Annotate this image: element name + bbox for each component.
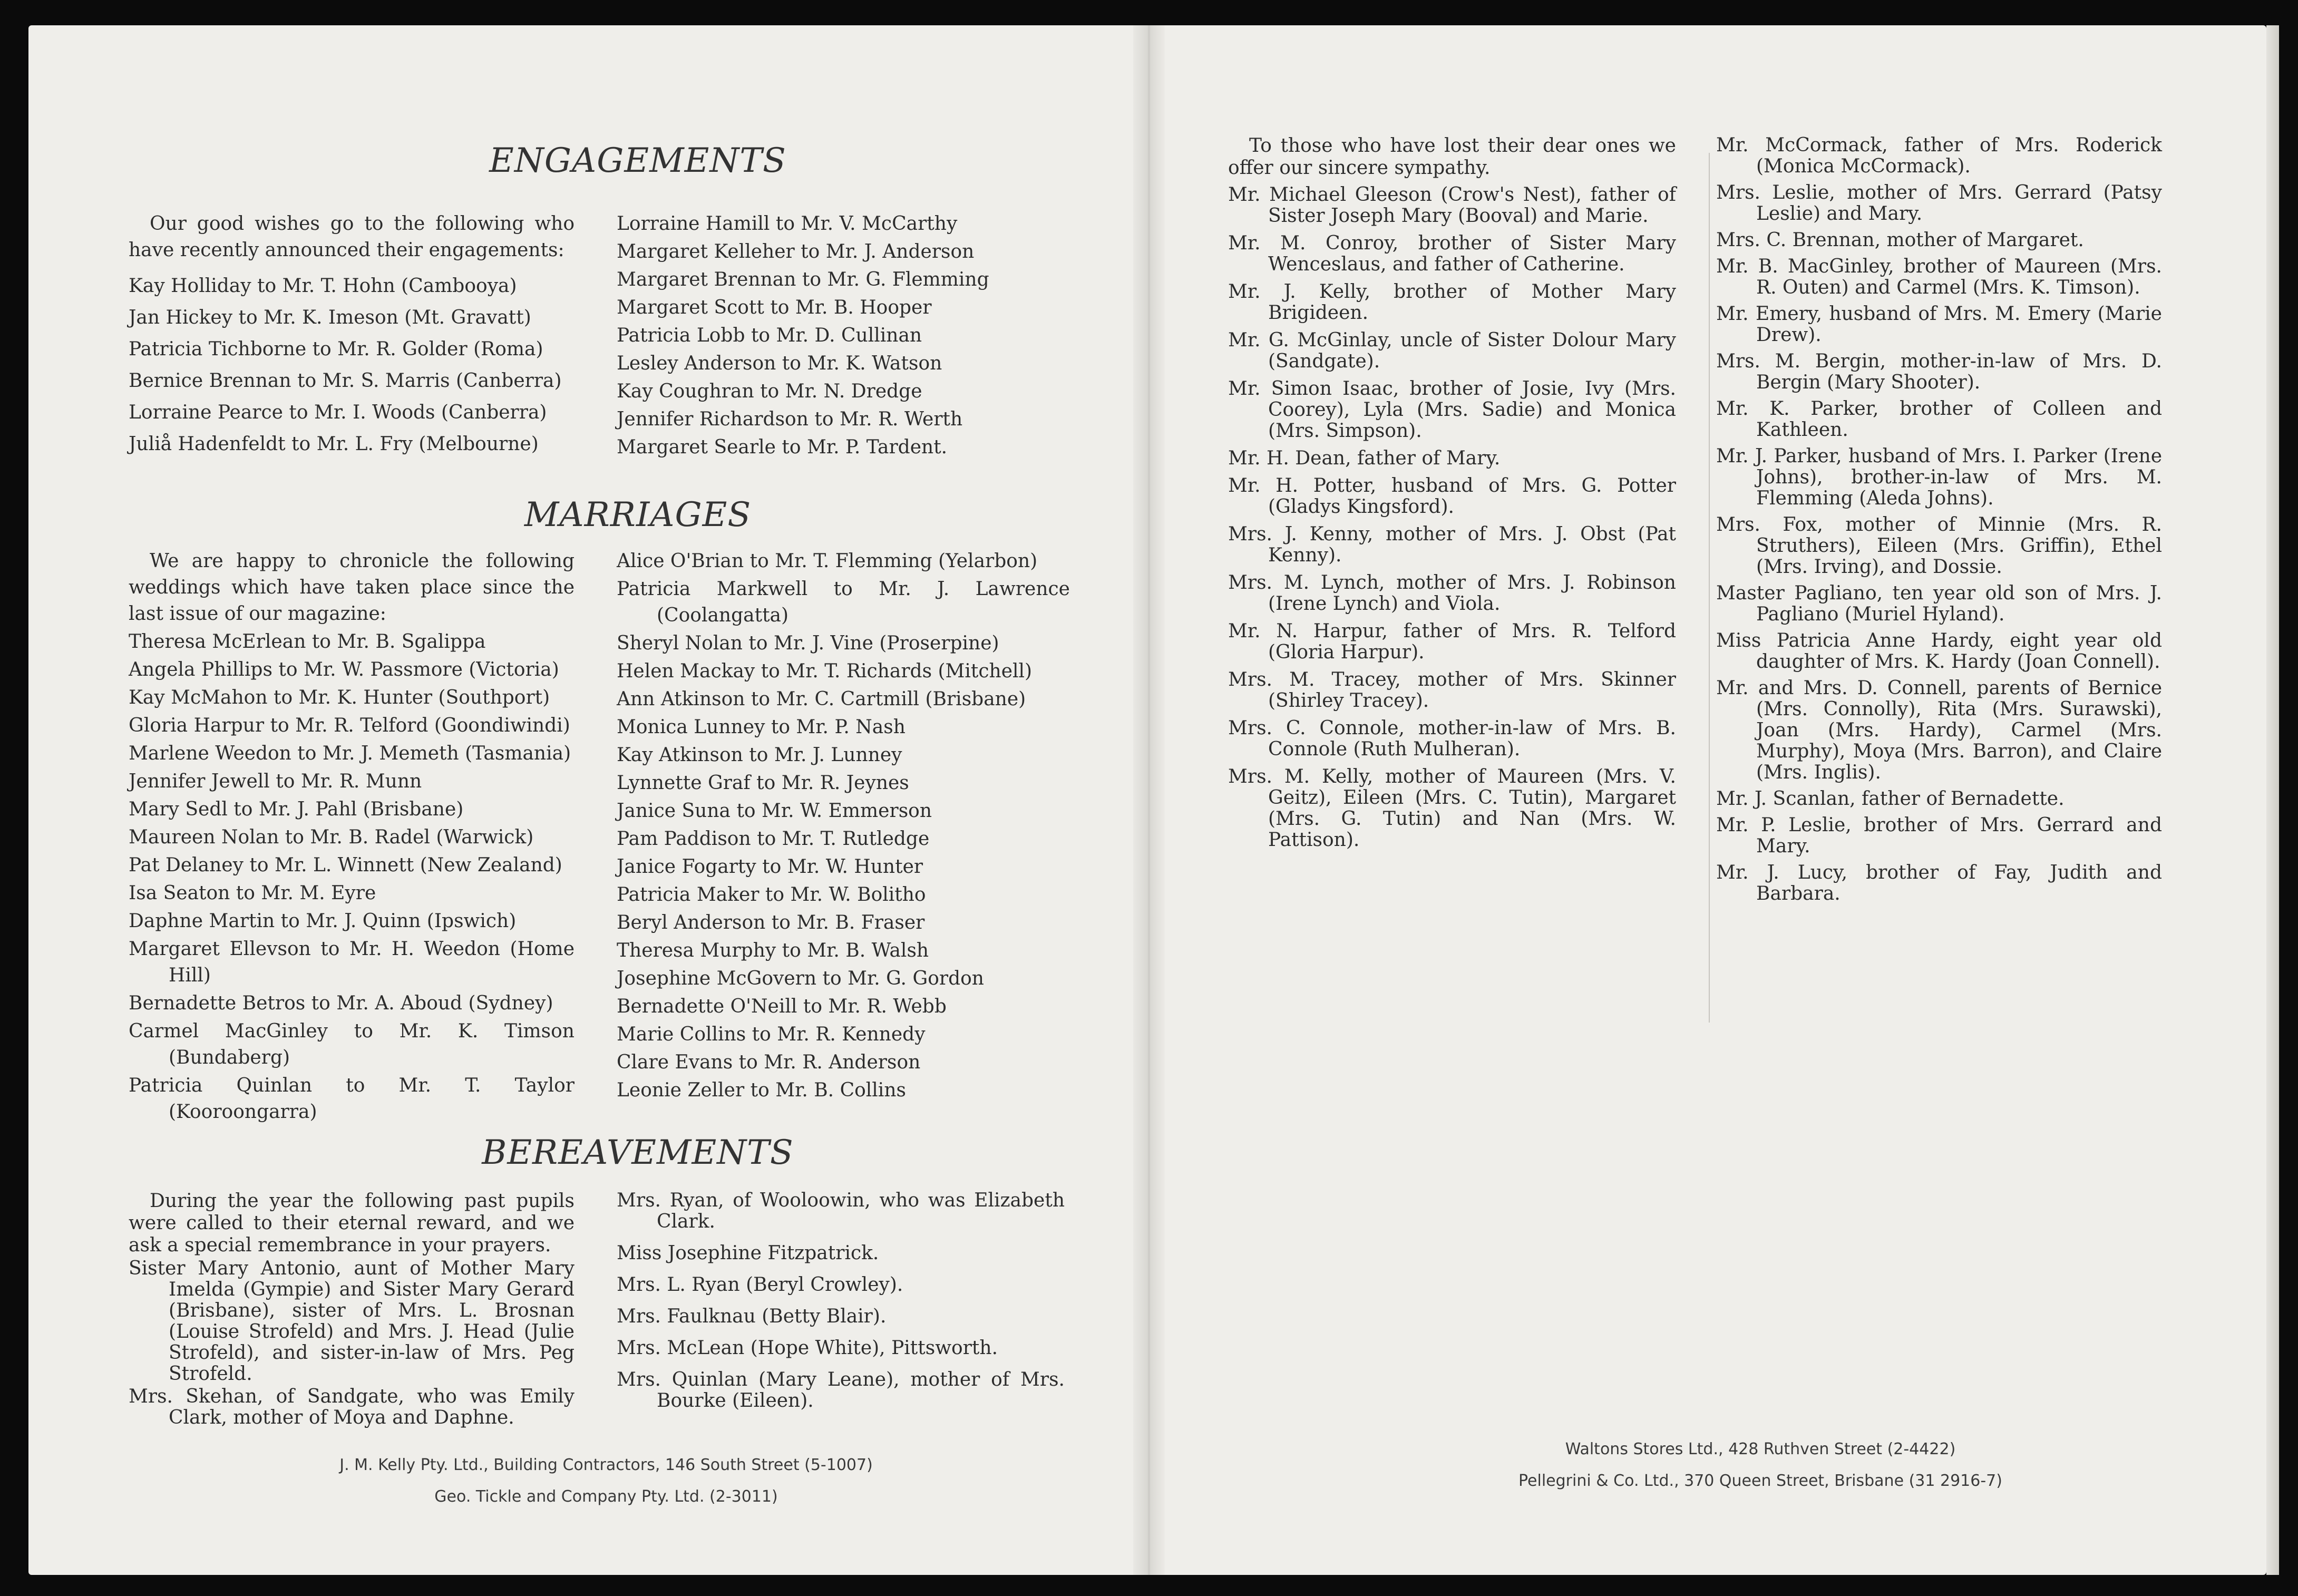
marriages-col-1 (129, 548, 574, 1127)
list-item: Mrs. Quinlan (Mary Leane), mother of Mrs. Bourke (Eileen). (617, 1369, 1065, 1412)
list-item: Mrs. L. Ryan (Beryl Crowley). (617, 1274, 903, 1296)
list-item: Gloria Harpur to Mr. R. Telford (Goondiwindi) (129, 715, 570, 736)
list-item: Mrs. C. Connole, mother-in-law of Mrs. B. Connole (Ruth Mulheran). (1228, 717, 1676, 760)
marriages-list-2 (617, 548, 1070, 1104)
list-item: Ann Atkinson to Mr. C. Cartmill (Brisbane) (617, 688, 1026, 710)
list-item: Patricia Markwell to Mr. J. Lawrence (Coolangatta) (617, 578, 1070, 626)
list-item: Kay Atkinson to Mr. J. Lunney (617, 744, 902, 766)
bereavements-list-1 (129, 1258, 574, 1428)
list-item: Bernadette Betros to Mr. A. Aboud (Sydney) (129, 992, 553, 1014)
bereavements-col-1 (129, 1190, 574, 1430)
list-item: Mr. Michael Gleeson (Crow's Nest), father of Sister Joseph Mary (Booval) and Marie. (1228, 184, 1676, 227)
engagements-intro: Our good wishes go to the following who have recently announced their engagements: (129, 213, 574, 261)
list-item: Mr. G. McGinlay, uncle of Sister Dolour Mary (Sandgate). (1228, 329, 1676, 372)
list-item: Carmel MacGinley to Mr. K. Timson (Bundaberg) (129, 1020, 574, 1068)
list-item: Daphne Martin to Mr. J. Quinn (Ipswich) (129, 910, 517, 932)
list-item: Janice Fogarty to Mr. W. Hunter (617, 856, 923, 878)
sympathy-col-2 (1716, 135, 2162, 910)
list-item: Kay Holliday to Mr. T. Hohn (Cambooya) (129, 275, 517, 297)
book-gutter (1133, 25, 1165, 1575)
list-item: Mr. J. Parker, husband of Mrs. I. Parker (Irene Johns), brother-in-law of Mrs. M. Flemming (Aleda Johns). (1716, 445, 2162, 509)
list-item: Mr. P. Leslie, brother of Mrs. Gerrard and Mary. (1716, 814, 2162, 857)
list-item: Pam Paddison to Mr. T. Rutledge (617, 828, 930, 850)
list-item: Mrs. J. Kenny, mother of Mrs. J. Obst (Pat Kenny). (1228, 523, 1676, 566)
column-rule (1709, 153, 1710, 1023)
right-footer-line-1: Waltons Stores Ltd., 428 Ruthven Street (2-4422) (1565, 1440, 1956, 1458)
list-item: Kay Coughran to Mr. N. Dredge (617, 381, 922, 402)
list-item: Mrs. C. Brennan, mother of Margaret. (1716, 229, 2084, 251)
list-item: Patricia Tichborne to Mr. R. Golder (Roma) (129, 338, 543, 360)
list-item: Miss Josephine Fitzpatrick. (617, 1242, 879, 1264)
list-item: Patricia Quinlan to Mr. T. Taylor (Kooroongarra) (129, 1075, 574, 1123)
list-item: Sister Mary Antonio, aunt of Mother Mary Imelda (Gympie) and Sister Mary Gerard (Brisbane), sister of Mrs. L. Brosnan (Louise Strofeld) and Mrs. J. Head (Julie Strofeld), and sister-in-law of Mrs. Peg Strofeld. (129, 1258, 574, 1385)
list-item: Mr. McCormack, father of Mrs. Roderick (Monica McCormack). (1716, 134, 2162, 177)
list-item: Jennifer Richardson to Mr. R. Werth (617, 408, 963, 430)
bereavements-list-2 (617, 1190, 1065, 1412)
list-item: Margaret Kelleher to Mr. J. Anderson (617, 241, 975, 262)
list-item: Jan Hickey to Mr. K. Imeson (Mt. Gravatt) (129, 307, 531, 328)
list-item: Helen Mackay to Mr. T. Richards (Mitchell) (617, 660, 1033, 682)
sympathy-list-1 (1228, 184, 1676, 851)
list-item: Patricia Maker to Mr. W. Bolitho (617, 884, 926, 906)
list-item: Mrs. M. Bergin, mother-in-law of Mrs. D. Bergin (Mary Shooter). (1716, 351, 2162, 393)
list-item: Margaret Searle to Mr. P. Tardent. (617, 436, 948, 458)
list-item: Kay McMahon to Mr. K. Hunter (Southport) (129, 687, 550, 708)
list-item: Margaret Scott to Mr. B. Hooper (617, 297, 932, 318)
list-item: Josephine McGovern to Mr. G. Gordon (617, 968, 984, 989)
list-item: Mrs. M. Tracey, mother of Mrs. Skinner (Shirley Tracey). (1228, 669, 1676, 712)
bereavements-heading: BEREAVEMENTS (482, 1133, 794, 1172)
list-item: Mrs. M. Kelly, mother of Maureen (Mrs. V. Geitz), Eileen (Mrs. C. Tutin), Margaret (Mrs. G. Tutin) and Nan (Mrs. W. Pattison). (1228, 766, 1676, 851)
list-item: Juliå Hadenfeldt to Mr. L. Fry (Melbourne) (129, 433, 539, 455)
list-item: Mr. H. Potter, husband of Mrs. G. Potter (Gladys Kingsford). (1228, 475, 1676, 518)
list-item: Mr. and Mrs. D. Connell, parents of Bernice (Mrs. Connolly), Rita (Mrs. Surawski), Joan (Mrs. Hardy), Carmel (Mrs. Murphy), Moya (Mrs. Barron), and Claire (Mrs. Inglis). (1716, 677, 2162, 783)
page-edge (2266, 25, 2279, 1575)
list-item: Lorraine Hamill to Mr. V. McCarthy (617, 213, 958, 235)
list-item: Mr. J. Lucy, brother of Fay, Judith and Barbara. (1716, 862, 2162, 904)
list-item: Mr. Simon Isaac, brother of Josie, Ivy (Mrs. Coorey), Lyla (Mrs. Sadie) and Monica (Mrs. Simpson). (1228, 378, 1676, 442)
engagements-list-1 (129, 273, 574, 458)
right-footer-line-2: Pellegrini & Co. Ltd., 370 Queen Street, Brisbane (31 2916-7) (1518, 1472, 2002, 1490)
engagements-col-2 (617, 211, 1070, 462)
list-item: Janice Suna to Mr. W. Emmerson (617, 800, 932, 822)
list-item: Mrs. M. Lynch, mother of Mrs. J. Robinson (Irene Lynch) and Viola. (1228, 572, 1676, 615)
left-footer-line-1: J. M. Kelly Pty. Ltd., Building Contractors, 146 South Street (5-1007) (339, 1456, 873, 1474)
list-item: Sheryl Nolan to Mr. J. Vine (Proserpine) (617, 632, 999, 654)
list-item: Mary Sedl to Mr. J. Pahl (Brisbane) (129, 799, 464, 820)
list-item: Patricia Lobb to Mr. D. Cullinan (617, 325, 922, 346)
bereavements-col-2 (617, 1190, 1065, 1422)
sympathy-list-2 (1716, 135, 2162, 904)
list-item: Bernice Brennan to Mr. S. Marris (Canberra) (129, 370, 562, 392)
list-item: Mr. K. Parker, brother of Colleen and Kathleen. (1716, 398, 2162, 441)
engagements-list-2 (617, 211, 1070, 461)
list-item: Isa Seaton to Mr. M. Eyre (129, 882, 376, 904)
sympathy-col-1 (1228, 135, 1676, 857)
right-footer (1349, 1434, 2172, 1497)
marriages-intro: We are happy to chronicle the following weddings which have taken place since the last issue of our magazine: (129, 550, 574, 625)
list-item: Alice O'Brian to Mr. T. Flemming (Yelarbon) (617, 550, 1038, 572)
left-footer-line-2: Geo. Tickle and Company Pty. Ltd. (2-3011) (434, 1487, 778, 1506)
sympathy-intro: To those who have lost their dear ones we offer our sincere sympathy. (1228, 135, 1676, 179)
list-item: Monica Lunney to Mr. P. Nash (617, 716, 905, 738)
list-item: Jennifer Jewell to Mr. R. Munn (129, 771, 422, 792)
list-item: Mrs. Skehan, of Sandgate, who was Emily Clark, mother of Moya and Daphne. (129, 1386, 574, 1428)
list-item: Marlene Weedon to Mr. J. Memeth (Tasmania) (129, 743, 571, 764)
list-item: Leonie Zeller to Mr. B. Collins (617, 1079, 906, 1101)
engagements-heading: ENGAGEMENTS (489, 141, 786, 180)
list-item: Master Pagliano, ten year old son of Mrs. J. Pagliano (Muriel Hyland). (1716, 582, 2162, 625)
marriages-list-1 (129, 629, 574, 1125)
list-item: Mr. J. Kelly, brother of Mother Mary Brigideen. (1228, 281, 1676, 324)
left-footer (111, 1449, 1102, 1513)
list-item: Angela Phillips to Mr. W. Passmore (Victoria) (129, 659, 559, 680)
bereavements-intro: During the year the following past pupils were called to their eternal reward, and we ask a special remembrance in your prayers. (129, 1190, 574, 1256)
list-item: Lorraine Pearce to Mr. I. Woods (Canberra) (129, 402, 547, 423)
list-item: Mr. Emery, husband of Mrs. M. Emery (Marie Drew). (1716, 303, 2162, 346)
list-item: Mr. J. Scanlan, father of Bernadette. (1716, 788, 2065, 810)
list-item: Lynnette Graf to Mr. R. Jeynes (617, 772, 909, 794)
engagements-col-1 (129, 211, 574, 463)
list-item: Margaret Ellevson to Mr. H. Weedon (Home Hill) (129, 938, 574, 986)
list-item: Theresa McErlean to Mr. B. Sgalippa (129, 631, 486, 653)
list-item: Beryl Anderson to Mr. B. Fraser (617, 912, 925, 933)
list-item: Pat Delaney to Mr. L. Winnett (New Zealand) (129, 854, 562, 876)
list-item: Mrs. Faulknau (Betty Blair). (617, 1306, 887, 1327)
list-item: Margaret Brennan to Mr. G. Flemming (617, 269, 989, 290)
list-item: Clare Evans to Mr. R. Anderson (617, 1052, 921, 1073)
list-item: Maureen Nolan to Mr. B. Radel (Warwick) (129, 826, 534, 848)
list-item: Miss Patricia Anne Hardy, eight year old daughter of Mrs. K. Hardy (Joan Connell). (1716, 630, 2162, 673)
list-item: Mr. B. MacGinley, brother of Maureen (Mrs. R. Outen) and Carmel (Mrs. K. Timson). (1716, 256, 2162, 298)
list-item: Mr. N. Harpur, father of Mrs. R. Telford (Gloria Harpur). (1228, 620, 1676, 663)
list-item: Mrs. Fox, mother of Minnie (Mrs. R. Struthers), Eileen (Mrs. Griffin), Ethel (Mrs. Irving), and Dossie. (1716, 514, 2162, 578)
list-item: Mr. H. Dean, father of Mary. (1228, 447, 1501, 469)
list-item: Mr. M. Conroy, brother of Sister Mary Wenceslaus, and father of Catherine. (1228, 232, 1676, 275)
list-item: Marie Collins to Mr. R. Kennedy (617, 1024, 926, 1045)
list-item: Lesley Anderson to Mr. K. Watson (617, 353, 942, 374)
list-item: Mrs. McLean (Hope White), Pittsworth. (617, 1337, 998, 1359)
list-item: Theresa Murphy to Mr. B. Walsh (617, 940, 929, 961)
list-item: Mrs. Ryan, of Wooloowin, who was Elizabeth Clark. (617, 1190, 1065, 1232)
marriages-col-2 (617, 548, 1070, 1105)
list-item: Bernadette O'Neill to Mr. R. Webb (617, 996, 947, 1017)
marriages-heading: MARRIAGES (524, 495, 752, 534)
list-item: Mrs. Leslie, mother of Mrs. Gerrard (Patsy Leslie) and Mary. (1716, 182, 2162, 225)
